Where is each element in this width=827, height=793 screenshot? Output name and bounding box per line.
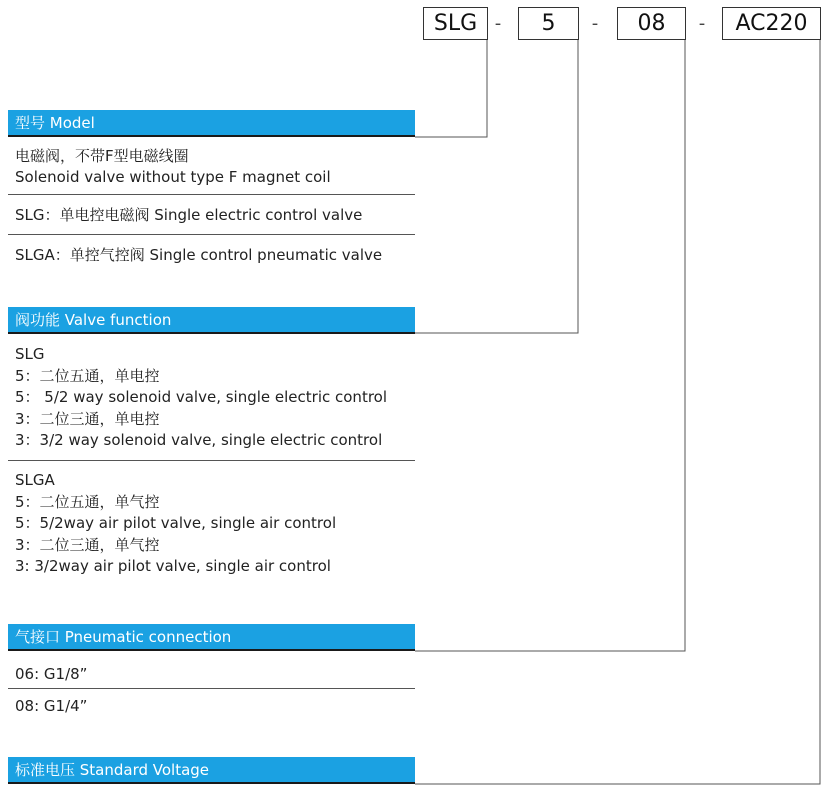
valve-function-slga-line: 3: 3/2way air pilot valve, single air control <box>15 557 331 576</box>
connector-standard-voltage <box>415 40 820 784</box>
section-header-pneumatic-connection: 气接口 Pneumatic connection <box>8 624 415 651</box>
code-segment-pneumatic-connection: 08 <box>617 7 686 40</box>
code-segment-model: SLG <box>423 7 488 40</box>
valve-function-slg-line: 5：二位五通，单电控 <box>15 366 160 385</box>
valve-function-slg-line: 5： 5/2 way solenoid valve, single electric control <box>15 388 388 407</box>
code-separator: - <box>591 13 599 34</box>
divider <box>8 460 415 461</box>
valve-function-slg-title: SLG <box>15 345 45 363</box>
code-separator: - <box>698 13 706 34</box>
connector-valve-function <box>415 40 578 333</box>
model-item-coil-cn: 电磁阀，不带F型电磁线圈 <box>15 147 189 165</box>
model-item-coil-en: Solenoid valve without type F magnet coil <box>15 168 331 186</box>
pneumatic-connection-item: 06: G1/8” <box>15 665 88 683</box>
divider <box>8 194 415 195</box>
model-item-slga: SLGA：单控气控阀 Single control pneumatic valve <box>15 246 383 264</box>
section-header-valve-function: 阀功能 Valve function <box>8 307 415 334</box>
valve-function-slga-line: 3：二位三通，单气控 <box>15 535 160 554</box>
model-item-slg: SLG：单电控电磁阀 Single electric control valve <box>15 206 363 224</box>
valve-function-slga-title: SLGA <box>15 471 55 489</box>
section-header-model: 型号 Model <box>8 110 415 137</box>
valve-function-slga-line: 5：5/2way air pilot valve, single air control <box>15 514 337 533</box>
valve-function-slga-line: 5：二位五通，单气控 <box>15 492 160 511</box>
code-segment-valve-function: 5 <box>518 7 579 40</box>
connector-pneumatic-connection <box>415 40 685 651</box>
pneumatic-connection-item: 08: G1/4” <box>15 697 88 715</box>
divider <box>8 688 415 689</box>
connector-model <box>415 40 487 137</box>
code-separator: - <box>494 13 502 34</box>
valve-function-slg-line: 3：3/2 way solenoid valve, single electric control <box>15 431 383 450</box>
section-header-standard-voltage: 标准电压 Standard Voltage <box>8 757 415 784</box>
code-segment-standard-voltage: AC220 <box>722 7 821 40</box>
divider <box>8 234 415 235</box>
valve-function-slg-line: 3：二位三通，单电控 <box>15 409 160 428</box>
